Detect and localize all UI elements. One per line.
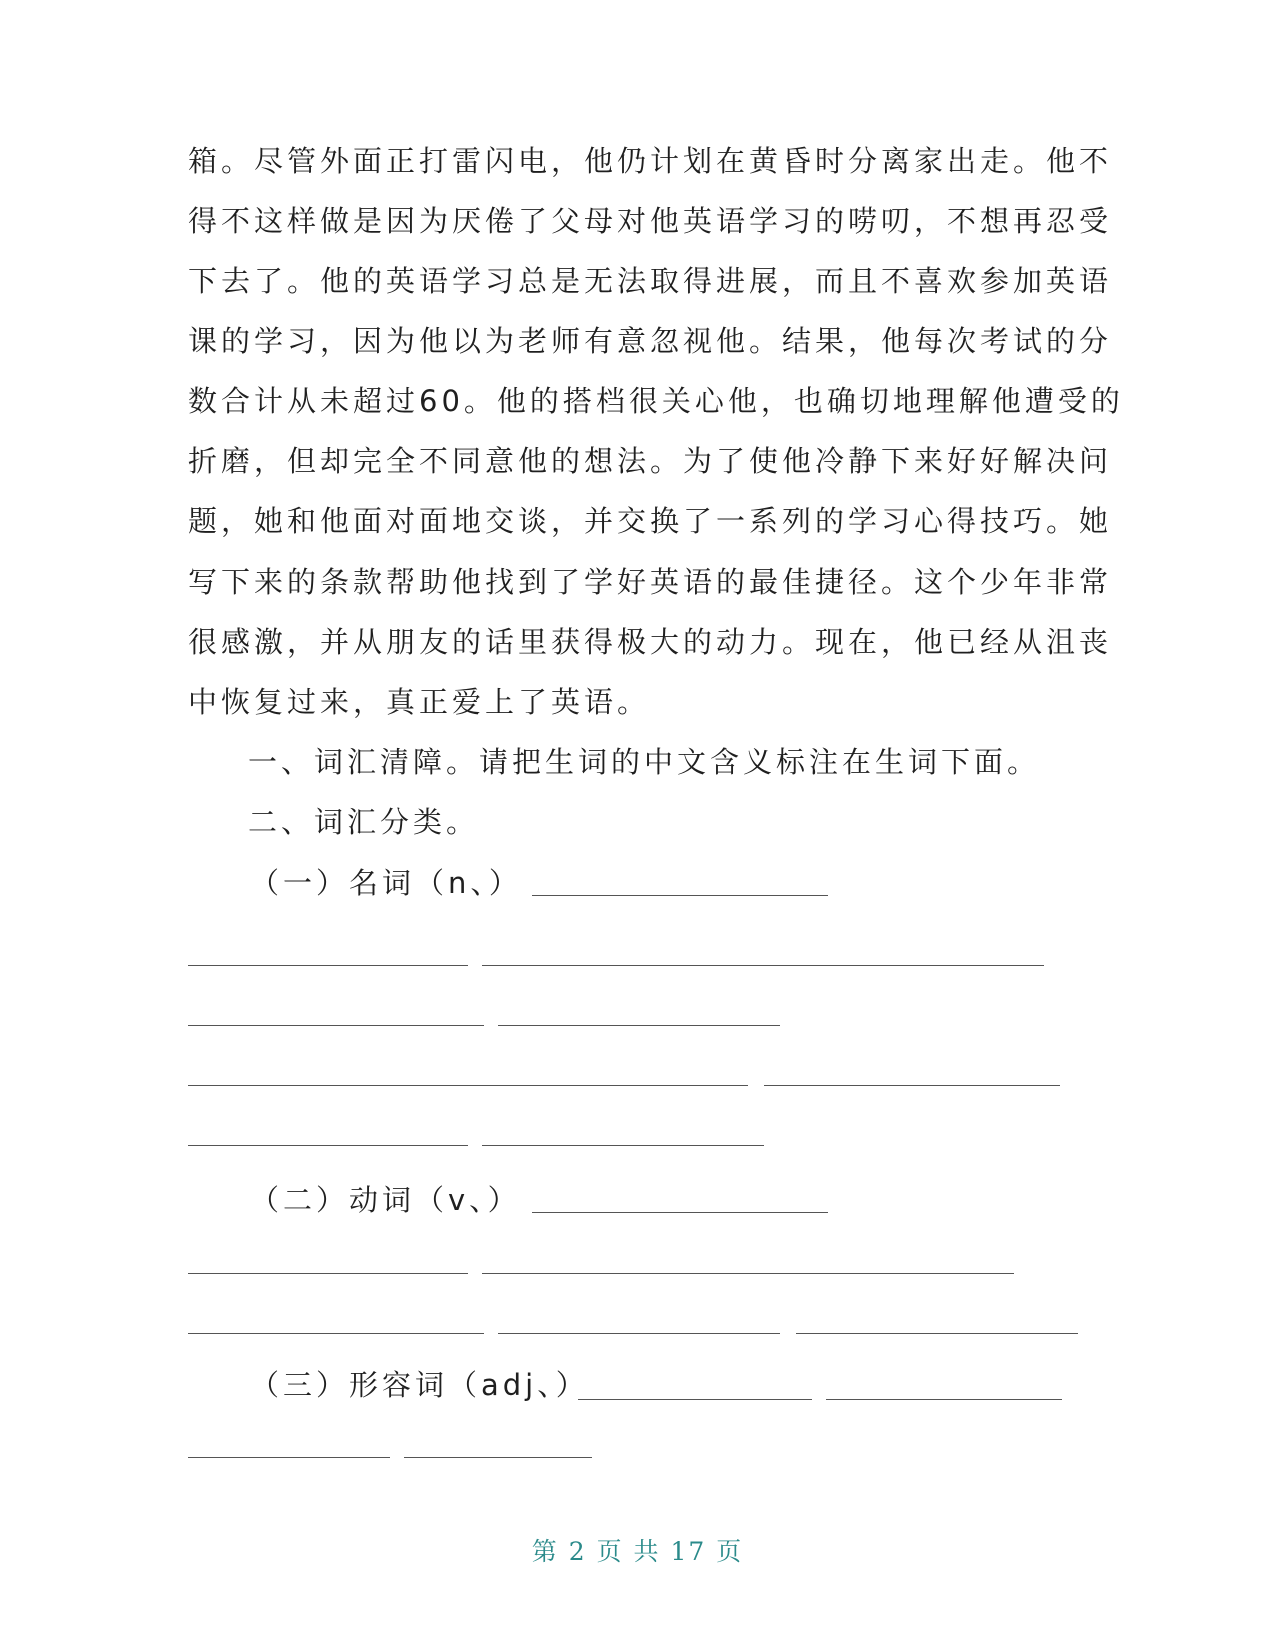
verbs-blank[interactable]	[188, 1273, 468, 1274]
nouns-blank[interactable]	[188, 965, 468, 966]
paragraph-line: 很感激，并从朋友的话里获得极大的动力。现在，他已经从沮丧	[188, 625, 1113, 659]
adjectives-blank[interactable]	[404, 1457, 592, 1458]
adjectives-blank[interactable]	[826, 1399, 1062, 1400]
paragraph-line: 题，她和他面对面地交谈，并交换了一系列的学习心得技巧。她	[188, 504, 1113, 538]
nouns-label: （一）名词（n、）	[250, 866, 522, 900]
adjectives-blank[interactable]	[188, 1457, 390, 1458]
paragraph-line: 中恢复过来，真正爱上了英语。	[188, 685, 651, 719]
nouns-blank[interactable]	[188, 1145, 468, 1146]
paragraph-line: 下去了。他的英语学习总是无法取得进展，而且不喜欢参加英语	[188, 264, 1113, 298]
nouns-blank[interactable]	[482, 965, 1044, 966]
paragraph-line: 折磨，但却完全不同意他的想法。为了使他冷静下来好好解决问	[188, 444, 1113, 478]
nouns-blank[interactable]	[188, 1025, 484, 1026]
verbs-blank[interactable]	[482, 1273, 1014, 1274]
nouns-blank[interactable]	[532, 895, 828, 896]
page-number-footer: 第 2 页 共 17 页	[531, 1537, 744, 1566]
verbs-label: （二）动词（v、）	[250, 1183, 521, 1217]
adjectives-blank[interactable]	[578, 1399, 812, 1400]
section-vocabulary-clearing: 一、词汇清障。请把生词的中文含义标注在生词下面。	[248, 745, 1041, 779]
nouns-blank[interactable]	[498, 1025, 780, 1026]
paragraph-line: 课的学习，因为他以为老师有意忽视他。结果，他每次考试的分	[188, 324, 1113, 358]
verbs-blank[interactable]	[796, 1333, 1078, 1334]
verbs-blank[interactable]	[188, 1333, 484, 1334]
paragraph-line: 得不这样做是因为厌倦了父母对他英语学习的唠叨，不想再忍受	[188, 204, 1113, 238]
verbs-blank[interactable]	[532, 1212, 828, 1213]
nouns-blank[interactable]	[764, 1085, 1060, 1086]
nouns-blank[interactable]	[482, 1145, 764, 1146]
nouns-blank[interactable]	[188, 1085, 748, 1086]
adjectives-label: （三）形容词（adj、）	[250, 1368, 589, 1402]
section-vocabulary-classification: 二、词汇分类。	[248, 805, 480, 839]
paragraph-line: 箱。尽管外面正打雷闪电，他仍计划在黄昏时分离家出走。他不	[188, 144, 1113, 178]
paragraph-line: 写下来的条款帮助他找到了学好英语的最佳捷径。这个少年非常	[188, 565, 1113, 599]
paragraph-line: 数合计从未超过60。他的搭档很关心他，也确切地理解他遭受的	[188, 384, 1124, 418]
verbs-blank[interactable]	[498, 1333, 780, 1334]
